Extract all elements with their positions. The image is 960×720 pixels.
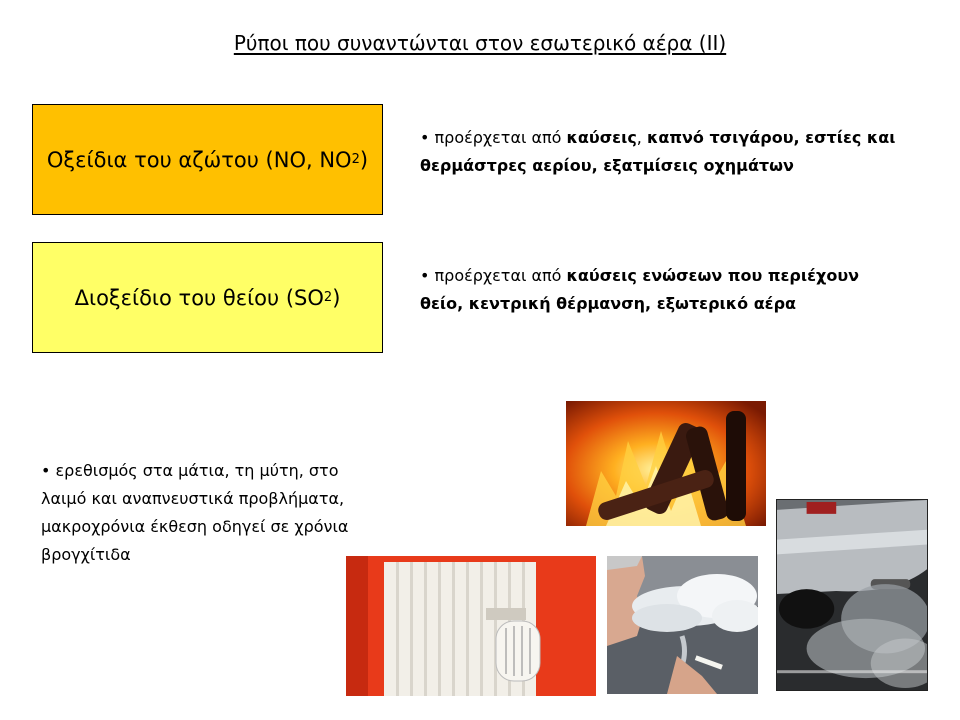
pollutant-name-end: )	[332, 285, 341, 310]
pollutant-sources-sulfur-dioxide	[420, 262, 900, 318]
bullet: •	[420, 266, 430, 285]
pollutant-name-main: Οξείδια του αζώτου (ΝΟ, ΝΟ	[46, 147, 352, 172]
health-effects-text	[41, 457, 361, 569]
pollutant-name-main: Διοξείδιο του θείου (SO	[74, 285, 324, 310]
health-effects-description: ερεθισμός στα μάτια, τη μύτη, στο λαιμό και αναπνευστικά προβλήματα, μακροχρόνια έκθεση οδηγεί σε χρόνια βρογχίτιδα	[41, 461, 349, 564]
slide-title-text: Ρύποι που συναντώνται στον εσωτερικό αέρα (ΙΙ)	[233, 31, 727, 55]
slide-title	[0, 28, 960, 58]
sources-lead: προέρχεται από	[434, 266, 562, 285]
bullet: •	[41, 461, 51, 480]
pollutant-box-sulfur-dioxide: Διοξείδιο του θείου (SO 2 )	[32, 242, 383, 353]
sources-part-1: καύσεις	[566, 128, 637, 147]
pollutant-box-nitrogen-oxides: Οξείδια του αζώτου (ΝΟ, ΝΟ 2 )	[32, 104, 383, 215]
fire-photo	[566, 401, 766, 526]
pollutant-sources-nitrogen-oxides	[420, 124, 900, 180]
bullet: •	[420, 128, 430, 147]
radiator-photo	[346, 556, 596, 696]
sources-text: καύσεις ενώσεων που περιέχουν θείο, κεντρική θέρμανση, εξωτερικό αέρα	[420, 266, 860, 313]
sources-lead: προέρχεται από	[434, 128, 562, 147]
sources-part-2: καπνό τσιγάρου, εστίες και θερμάστρες αερίου, εξατμίσεις οχημάτων	[420, 128, 896, 175]
exhaust-photo	[776, 499, 928, 691]
sources-separator: ,	[636, 128, 642, 147]
smoker-photo	[607, 556, 758, 694]
pollutant-name-end: )	[359, 147, 369, 172]
